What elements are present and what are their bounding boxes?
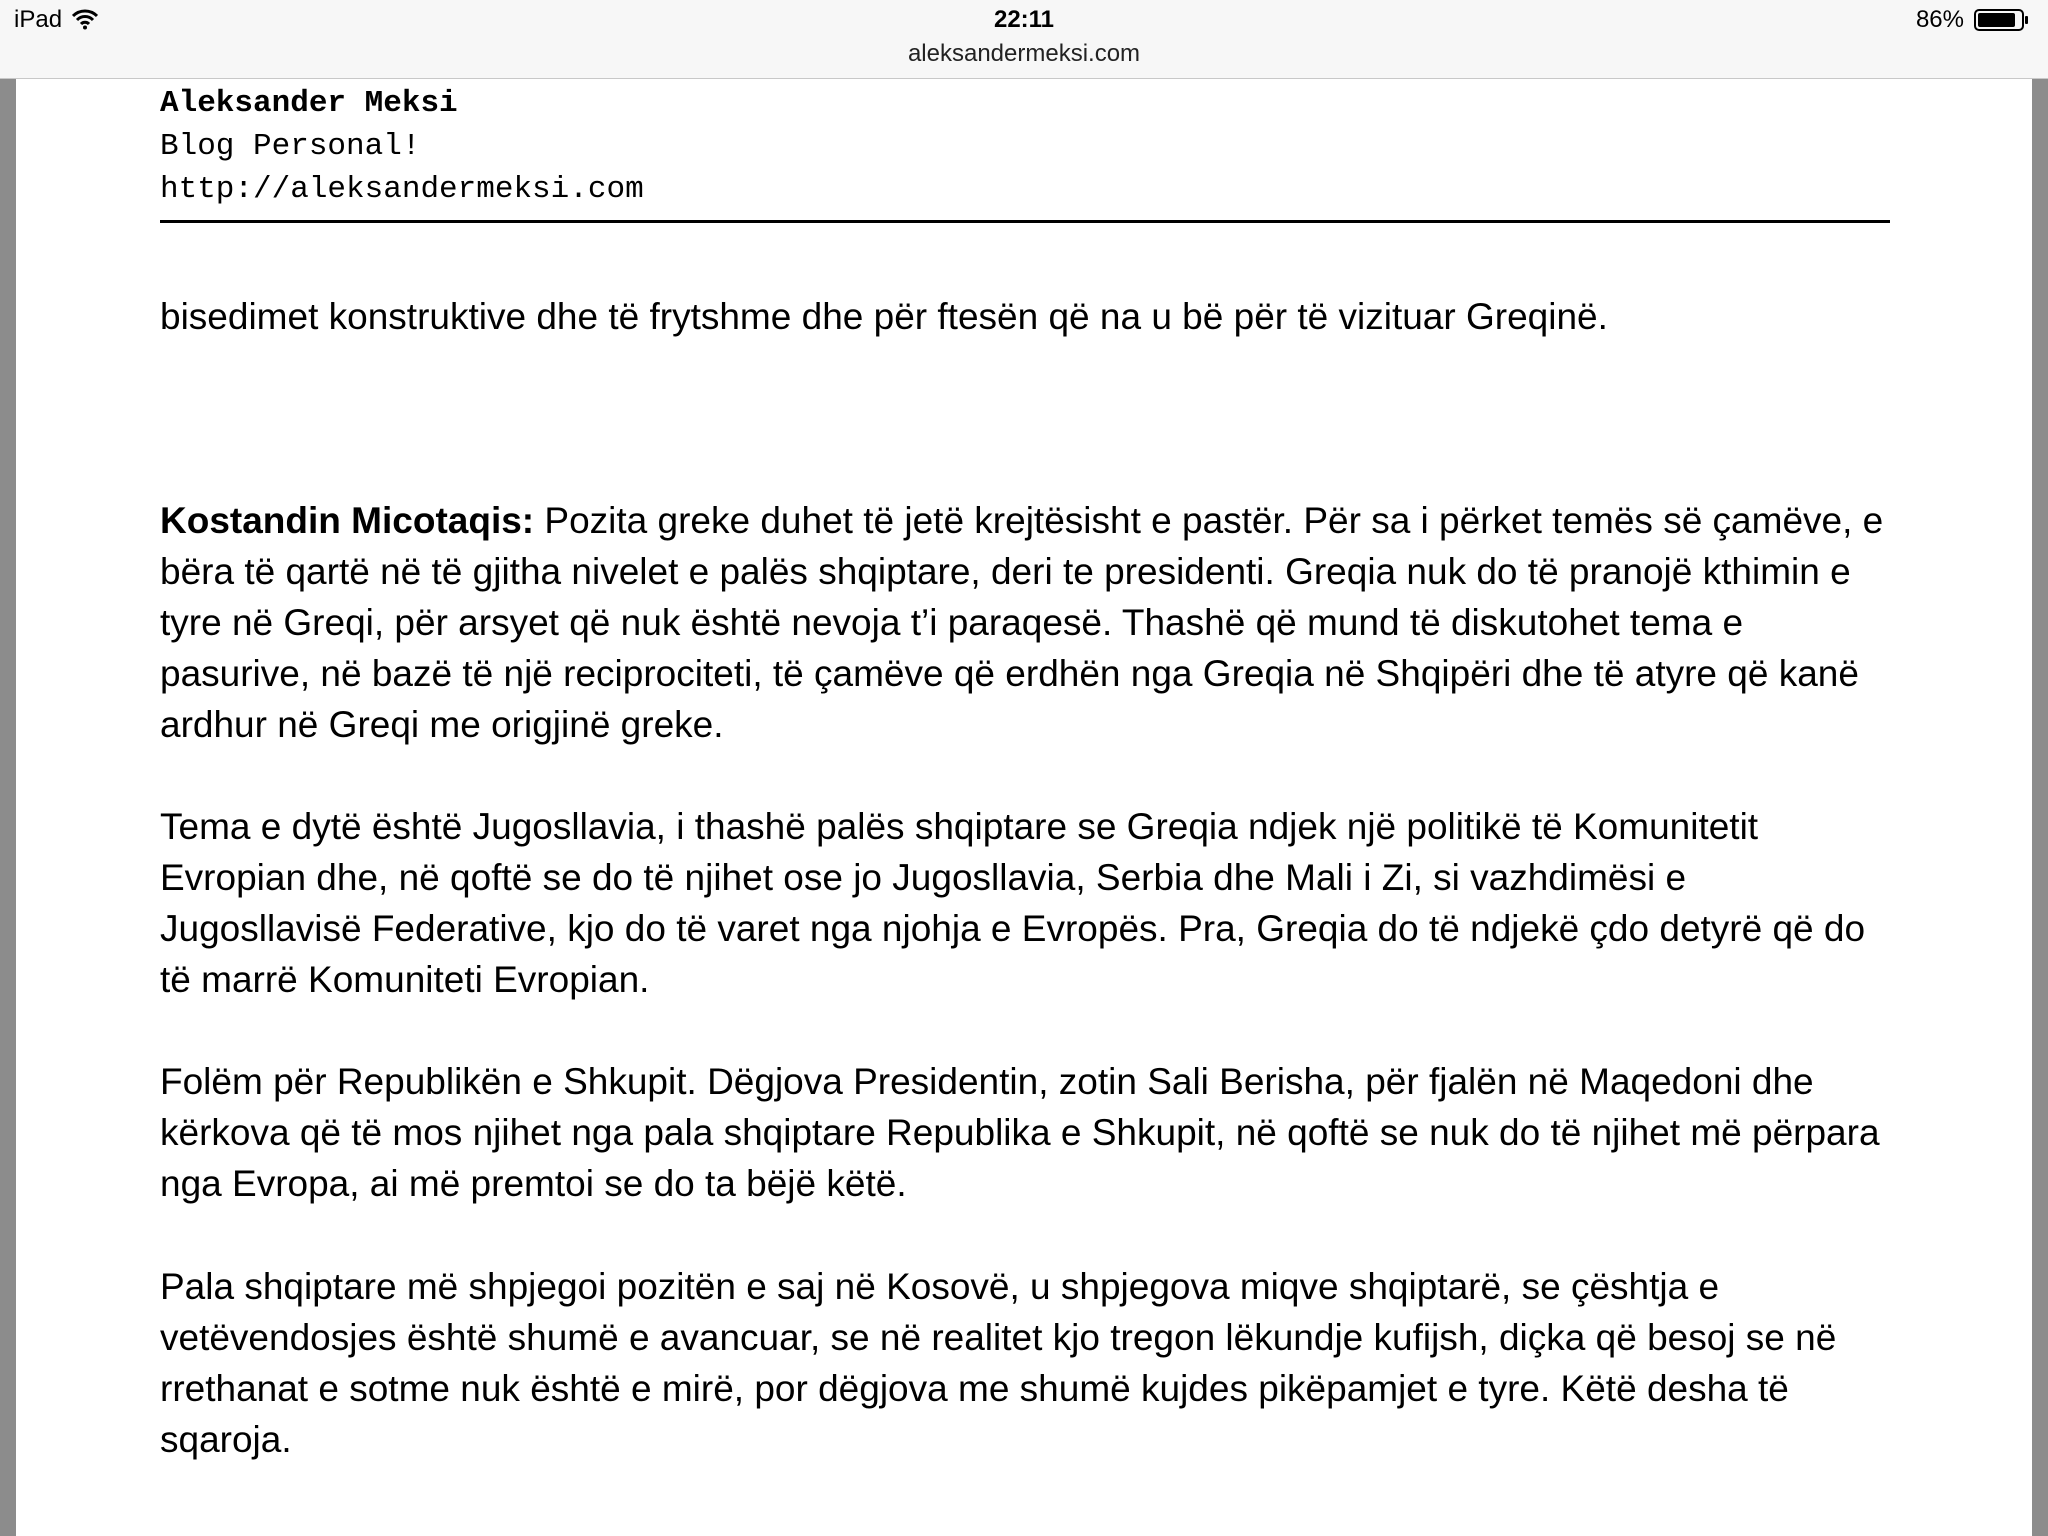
left-page-margin <box>0 79 16 1536</box>
header-divider <box>160 220 1890 223</box>
paragraph-3: Folëm për Republikën e Shkupit. Dëgjova Presidentin, zotin Sali Berisha, për fjalën në Maqedoni dhe kërkova që të mos njihet nga pala shqiptare Republika e Shkupit, në qoftë se nuk do të njihet më përpara nga Evropa, ai më premtoi se do ta bëjë këtë. <box>160 1061 1880 1204</box>
intro-paragraph: bisedimet konstruktive dhe të frytshme dhe për ftesën që na u bë për të vizituar Greqinë. <box>160 296 1608 337</box>
paragraph-2: Tema e dytë është Jugosllavia, i thashë palës shqiptare se Greqia ndjek një politikë të Komunitetit Evropian dhe, në qoftë se do të njihet ose jo Jugosllavia, Serbia dhe Mali i Zi, si vazhdimësi e Jugosllavisë Federative, kjo do të varet nga njohja e Evropës. Pra, Greqia do të ndjekë çdo detyrë që do të marrë Komuniteti Evropian. <box>160 806 1866 1000</box>
document-header <box>160 82 1890 211</box>
status-bar <box>0 0 2048 40</box>
site-url: http://aleksandermeksi.com <box>160 172 644 207</box>
paragraph-4: Pala shqiptare më shpjegoi pozitën e saj në Kosovë, u shpjegova miqve shqiptarë, se çështja e vetëvendosjes është shumë e avancuar, se në realitet kjo tregon lëkundje kufijsh, diçka që besoj se në rrethanat e sotme nuk është e mirë, por dëgjova me shumë kujdes pikëpamjet e tyre. Këtë desha të sqaroja. <box>160 1266 1837 1460</box>
address-bar-url[interactable]: aleksandermeksi.com <box>907 40 1141 67</box>
site-subtitle: Blog Personal! <box>160 129 421 164</box>
right-page-margin <box>2032 79 2048 1536</box>
address-bar[interactable] <box>0 40 2048 79</box>
device-label: iPad <box>14 6 63 33</box>
speaker-name: Kostandin Micotaqis: <box>160 500 535 541</box>
battery-percentage: 86% <box>1915 6 1964 33</box>
site-title: Aleksander Meksi <box>160 86 458 121</box>
battery-icon <box>1974 9 2030 31</box>
paragraph-1-text: Pozita greke duhet të jetë krejtësisht e pastër. Për sa i përket temës së çamëve, e bëra të qartë në të gjitha nivelet e palës shqiptare, deri te presidenti. Greqia nuk do të pranojë kthimin e tyre në Greqi, për arsyet që nuk është nevoja t’i paraqesë. Thashë që mund të diskutohet tema e pasurive, në bazë të një reciprociteti, të çamëve që erdhën nga Greqia në Shqipëri dhe të atyre që kanë ardhur në Greqi me origjinë greke. <box>160 500 1884 745</box>
paragraph-1 <box>160 495 1890 750</box>
clock: 22:11 <box>993 6 1055 33</box>
